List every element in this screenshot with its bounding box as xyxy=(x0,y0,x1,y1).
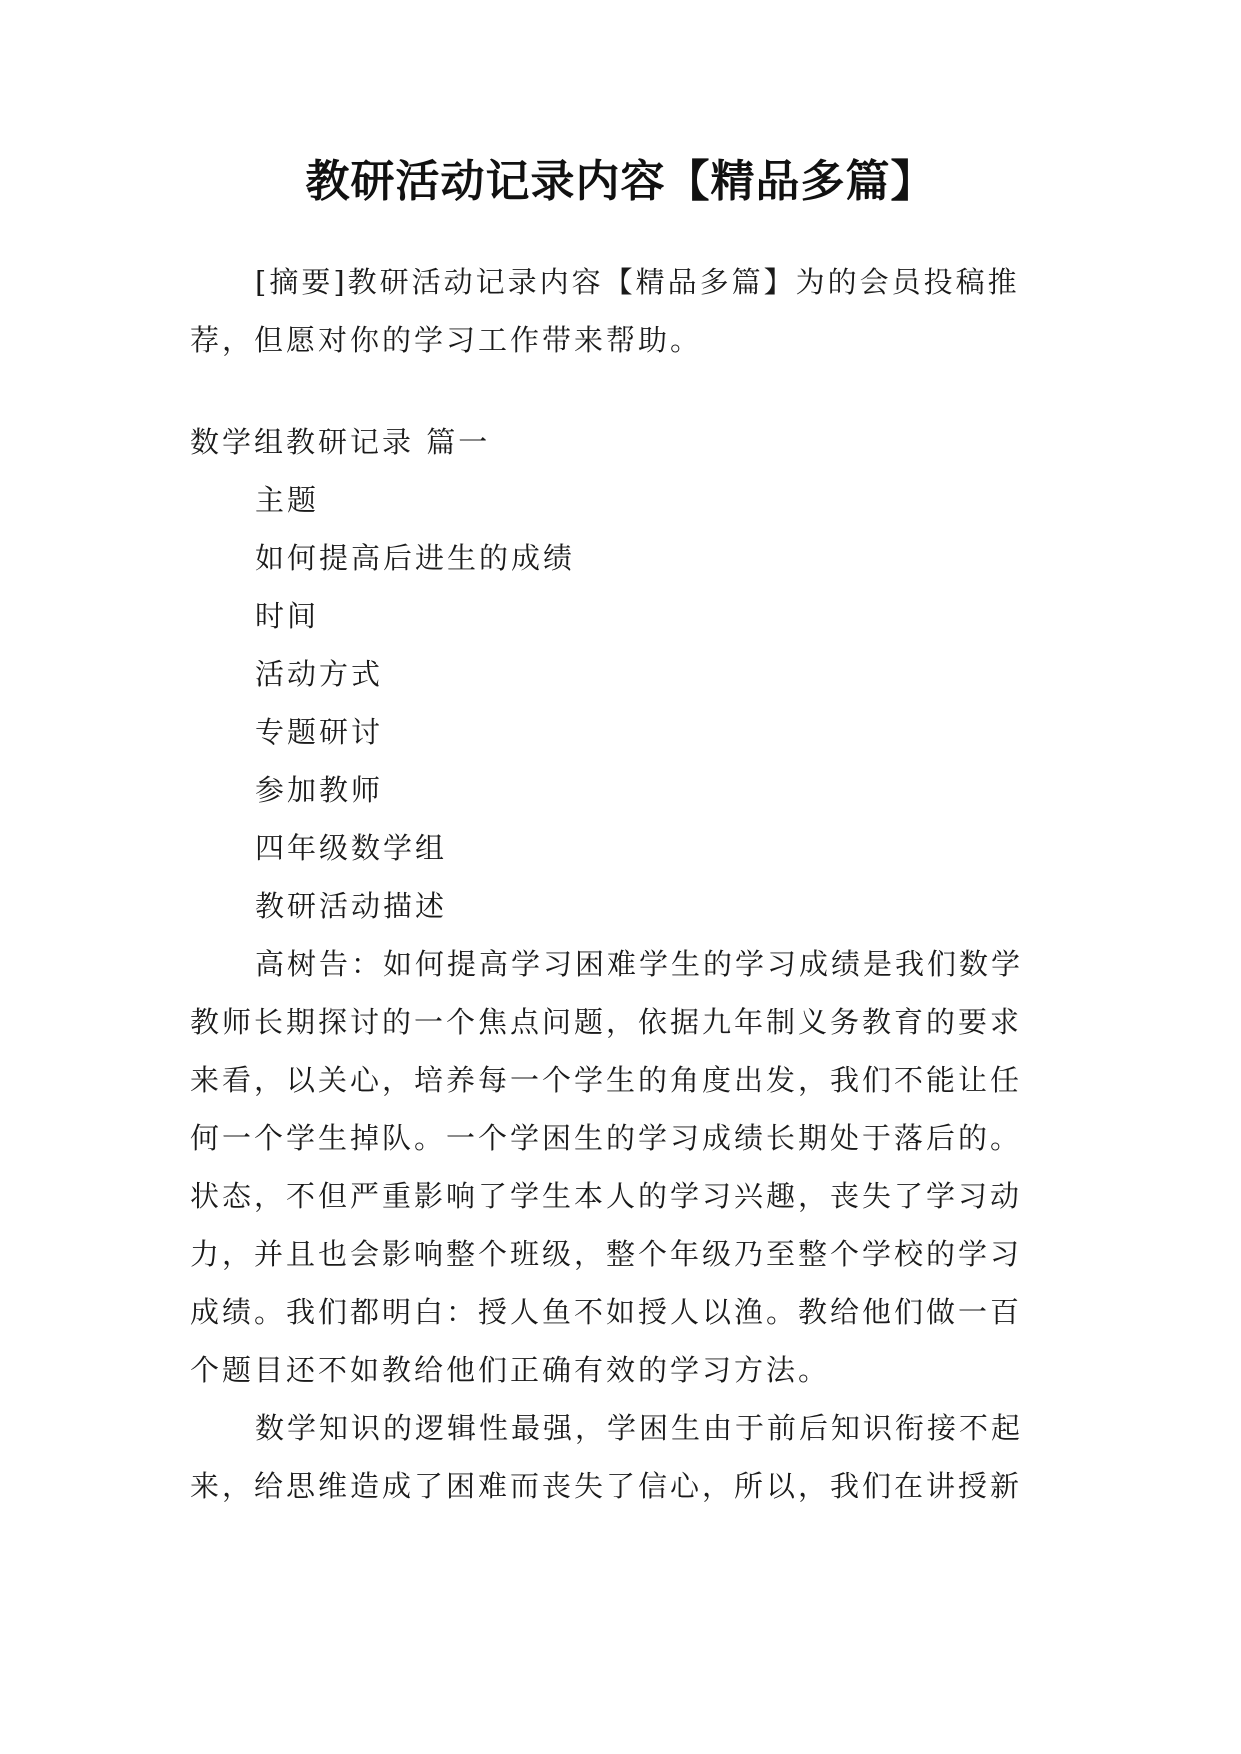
paragraph-line: 何一个学生掉队。一个学困生的学习成绩长期处于落后的。 xyxy=(190,1121,1023,1155)
paragraph-line: 成绩。我们都明白：授人鱼不如授人以渔。教给他们做一百 xyxy=(190,1295,1023,1329)
list-item: 时间 xyxy=(255,599,320,633)
paragraph-line: 个题目还不如教给他们正确有效的学习方法。 xyxy=(190,1353,831,1387)
list-item: 如何提高后进生的成绩 xyxy=(255,541,576,575)
paragraph-line: 来，给思维造成了困难而丧失了信心，所以，我们在讲授新 xyxy=(190,1469,1023,1503)
list-item: 四年级数学组 xyxy=(255,831,448,865)
paragraph-line: 状态，不但严重影响了学生本人的学习兴趣，丧失了学习动 xyxy=(190,1179,1023,1213)
section-heading: 数学组教研记录 篇一 xyxy=(190,425,491,459)
list-item: 专题研讨 xyxy=(255,715,384,749)
document-title: 教研活动记录内容【精品多篇】 xyxy=(305,156,936,207)
paragraph-line: 高树告：如何提高学习困难学生的学习成绩是我们数学 xyxy=(255,947,1024,981)
paragraph-line: 数学知识的逻辑性最强，学困生由于前后知识衔接不起 xyxy=(255,1411,1024,1445)
paragraph-line: 来看，以关心，培养每一个学生的角度出发，我们不能让任 xyxy=(190,1063,1023,1097)
list-item: 参加教师 xyxy=(255,773,384,807)
list-item: 教研活动描述 xyxy=(255,889,448,923)
list-item: 活动方式 xyxy=(255,657,384,691)
list-item: 主题 xyxy=(255,483,320,517)
abstract-line: [摘要]教研活动记录内容【精品多篇】为的会员投稿推 xyxy=(255,265,1020,299)
paragraph-line: 力，并且也会影响整个班级，整个年级乃至整个学校的学习 xyxy=(190,1237,1023,1271)
paragraph-line: 教师长期探讨的一个焦点问题，依据九年制义务教育的要求 xyxy=(190,1005,1023,1039)
abstract-line: 荐，但愿对你的学习工作带来帮助。 xyxy=(190,323,703,357)
